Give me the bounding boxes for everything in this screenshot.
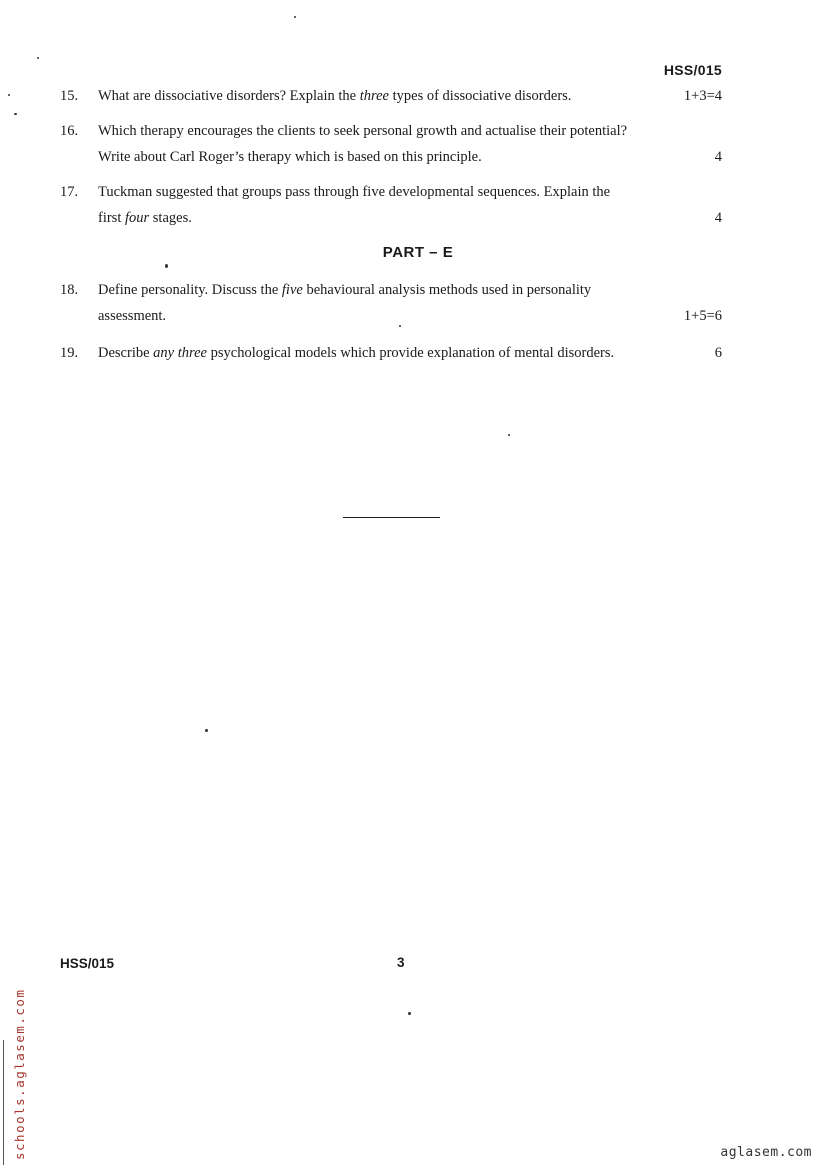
question-text [98,277,722,329]
question-number: 16. [60,123,79,139]
question-19 [60,340,722,366]
scan-speck [37,57,39,59]
bottom-watermark: aglasem.com [720,1145,812,1160]
end-rule [343,517,440,518]
scan-speck [408,1012,411,1015]
question-line: Define personality. Discuss the five behavioural analysis methods used in personality [98,282,592,298]
question-16 [60,118,722,170]
question-number: 19. [60,345,79,361]
page-number: 3 [397,955,405,970]
question-line: Which therapy encourages the clients to seek personal growth and actualise their potential? [98,123,628,139]
question-line: first four stages. [98,210,192,226]
question-line: Write about Carl Roger’s therapy which is based on this principle. [98,149,482,165]
question-number: 15. [60,88,79,104]
question-marks: 4 [714,210,722,226]
question-18 [60,277,722,329]
question-number: 17. [60,184,79,200]
question-marks: 6 [714,345,722,361]
question-line: Tuckman suggested that groups pass through five developmental sequences. Explain the [98,184,611,200]
scan-speck [165,264,168,268]
scan-speck [14,113,17,115]
question-marks: 1+3=4 [683,88,722,104]
scan-speck [294,16,296,18]
question-text [98,83,722,109]
question-text [98,340,722,366]
question-line: assessment. [98,308,167,324]
paper-code-header: HSS/015 [663,62,722,78]
scan-speck [8,94,10,96]
question-marks: 4 [714,149,722,165]
question-17 [60,179,722,231]
question-text [98,179,722,231]
question-marks: 1+5=6 [683,308,722,324]
question-line: What are dissociative disorders? Explain the three types of dissociative disorders. [98,88,572,104]
question-text [98,118,722,170]
question-number: 18. [60,282,79,298]
scan-speck [508,434,510,436]
side-watermark: schools.aglasem.com [12,988,27,1160]
scan-speck [399,325,401,327]
part-e-heading: PART – E [382,244,454,261]
paper-code-footer: HSS/015 [60,956,115,971]
question-line: Describe any three psychological models which provide explanation of mental disorders. [98,345,615,361]
scan-speck [205,729,208,732]
question-15 [60,83,722,109]
watermark-bar [3,1040,4,1165]
